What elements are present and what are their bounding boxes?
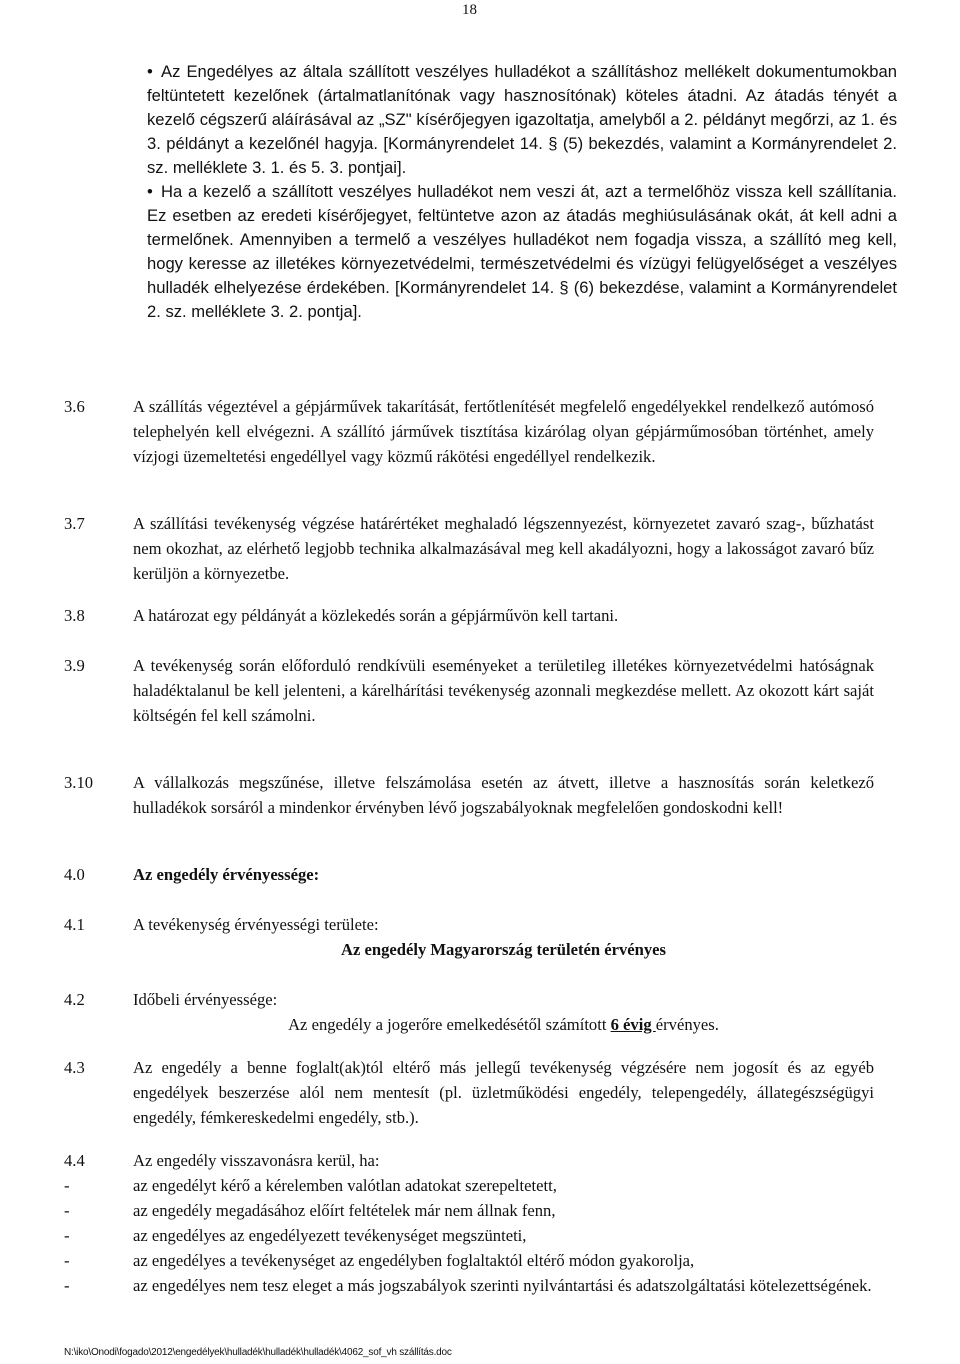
dash-icon: -: [64, 1226, 70, 1245]
bullet-icon: •: [147, 62, 153, 81]
section-4-2: [64, 987, 874, 1037]
section-number: 4.3: [64, 1058, 85, 1077]
section-text: A tevékenység érvényességi területe:: [133, 915, 379, 934]
section-heading: Az engedély érvényessége:: [133, 865, 320, 884]
page-number: 18: [462, 2, 477, 18]
section-4-4: [64, 1148, 874, 1298]
list-item: - az engedélyt kérő a kérelemben valótlan adatokat szerepeltetett,: [133, 1173, 874, 1198]
section-number: 4.4: [64, 1151, 85, 1170]
list-item: • Az Engedélyes az általa szállított veszélyes hulladékot a szállításhoz mellékelt dokumentumokban feltüntetett kezelőnek (ártalmatlanítónak vagy hasznosítónak) köteles átadni. Az átadás tényét a kezelő cégszerű aláírásával az „SZ" kísérőjegyen igazoltatja, amelyből a 2. példányt megőrzi, az 1. és 3. példányt a kezelőnél hagyja. [Kormányrendelet 14. § (5) bekezdés, valamint a Kormányrendelet 2. sz. melléklete 3. 1. és 5. 3. pontjai].: [147, 62, 897, 177]
section-text: A tevékenység során előforduló rendkívüli eseményeket a területileg illetékes környezetvédelmi hatóságnak haladéktalanul be kell jelenteni, a kárelhárítási tevékenység azonnali megkezdése mellett. Az okozott kárt saját költségén fel kell számolni.: [133, 656, 874, 725]
bullet-icon: •: [147, 182, 153, 201]
section-3-9: [64, 653, 874, 728]
section-4-0: [64, 862, 874, 887]
validity-period-statement: Az engedély a jogerőre emelkedésétől számított 6 évig érvényes.: [288, 1015, 719, 1034]
section-number: 4.0: [64, 865, 85, 884]
bullet-list: [147, 60, 897, 324]
dash-icon: -: [64, 1201, 70, 1220]
validity-area-statement: Az engedély Magyarország területén érvényes: [340, 940, 666, 959]
file-path-footer: N:\iko\Onodi\fogado\2012\engedélyek\hulladék\hulladék\hulladék\4062_sof_vh szállítás.doc: [64, 1347, 452, 1358]
section-number: 3.7: [64, 514, 85, 533]
section-number: 3.6: [64, 397, 85, 416]
dash-icon: -: [64, 1276, 70, 1295]
section-text: A vállalkozás megszűnése, illetve felszámolása esetén az átvett, illetve a hasznosítás során keletkező hulladékok sorsáról a mindenkor érvényben lévő jogszabályoknak megfelelően gondoskodni kell!: [133, 773, 874, 817]
list-item: - az engedély megadásához előírt feltételek már nem állnak fenn,: [133, 1198, 874, 1223]
list-item: - az engedélyes az engedélyezett tevékenységet megszünteti,: [133, 1223, 874, 1248]
section-4-3: [64, 1055, 874, 1130]
section-3-7: [64, 511, 874, 586]
validity-duration: 6 évig: [610, 1015, 656, 1034]
section-4-1: [64, 912, 874, 962]
dash-icon: -: [64, 1176, 70, 1195]
section-number: 4.1: [64, 915, 85, 934]
section-text: A szállítás végeztével a gépjárművek takarítását, fertőtlenítését megfelelő engedélyekkel rendelkező autómosó telephelyén kell elvégezni. A szállító járművek tisztítása kizárólag olyan gépjárműmosóban történhet, amely vízjogi üzemeltetési engedéllyel vagy közmű rákötési engedéllyel rendelkezik.: [133, 397, 874, 466]
list-item: - az engedélyes nem tesz eleget a más jogszabályok szerinti nyilvántartási és adatszolgáltatási kötelezettségének.: [133, 1273, 874, 1298]
section-3-6: [64, 394, 874, 469]
section-text: Időbeli érvényessége:: [133, 990, 278, 1009]
section-3-8: [64, 603, 874, 628]
section-number: 3.10: [64, 773, 94, 792]
dash-icon: -: [64, 1251, 70, 1270]
section-number: 4.2: [64, 990, 85, 1009]
section-text: A határozat egy példányát a közlekedés során a gépjárművön kell tartani.: [133, 606, 619, 625]
section-3-10: [64, 770, 874, 820]
list-item: - az engedélyes a tevékenységet az engedélyben foglaltaktól eltérő módon gyakorolja,: [133, 1248, 874, 1273]
section-text: Az engedély visszavonásra kerül, ha:: [133, 1151, 380, 1170]
section-number: 3.8: [64, 606, 85, 625]
section-number: 3.9: [64, 656, 85, 675]
section-text: A szállítási tevékenység végzése határértéket meghaladó légszennyezést, környezetet zavaró szag-, bűzhatást nem okozhat, az elérhető legjobb technika alkalmazásával meg kell akadályozni, hogy a lakosságot zavaró bűz kerüljön a környezetbe.: [133, 514, 874, 583]
list-item: • Ha a kezelő a szállított veszélyes hulladékot nem veszi át, azt a termelőhöz vissza kell szállítania. Ez esetben az eredeti kísérőjegyet, feltüntetve azon az átadás meghiúsulásának okát, át kell adni a termelőnek. Amennyiben a termelő a veszélyes hulladékot nem fogadja vissza, a szállító meg kell, hogy keresse az illetékes környezetvédelmi, természetvédelmi és vízügyi felügyelőséget a veszélyes hulladék elhelyezése érdekében. [Kormányrendelet 14. § (6) bekezdése, valamint a Kormányrendelet 2. sz. melléklete 3. 2. pontja].: [147, 182, 897, 321]
section-text: Az engedély a benne foglalt(ak)tól eltérő más jellegű tevékenység végzésére nem jogosít és az egyéb engedélyek beszerzése alól nem mentesít (pl. üzletműködési engedély, telepengedély, állategészségügyi engedély, fémkereskedelmi engedély, stb.).: [133, 1058, 874, 1127]
